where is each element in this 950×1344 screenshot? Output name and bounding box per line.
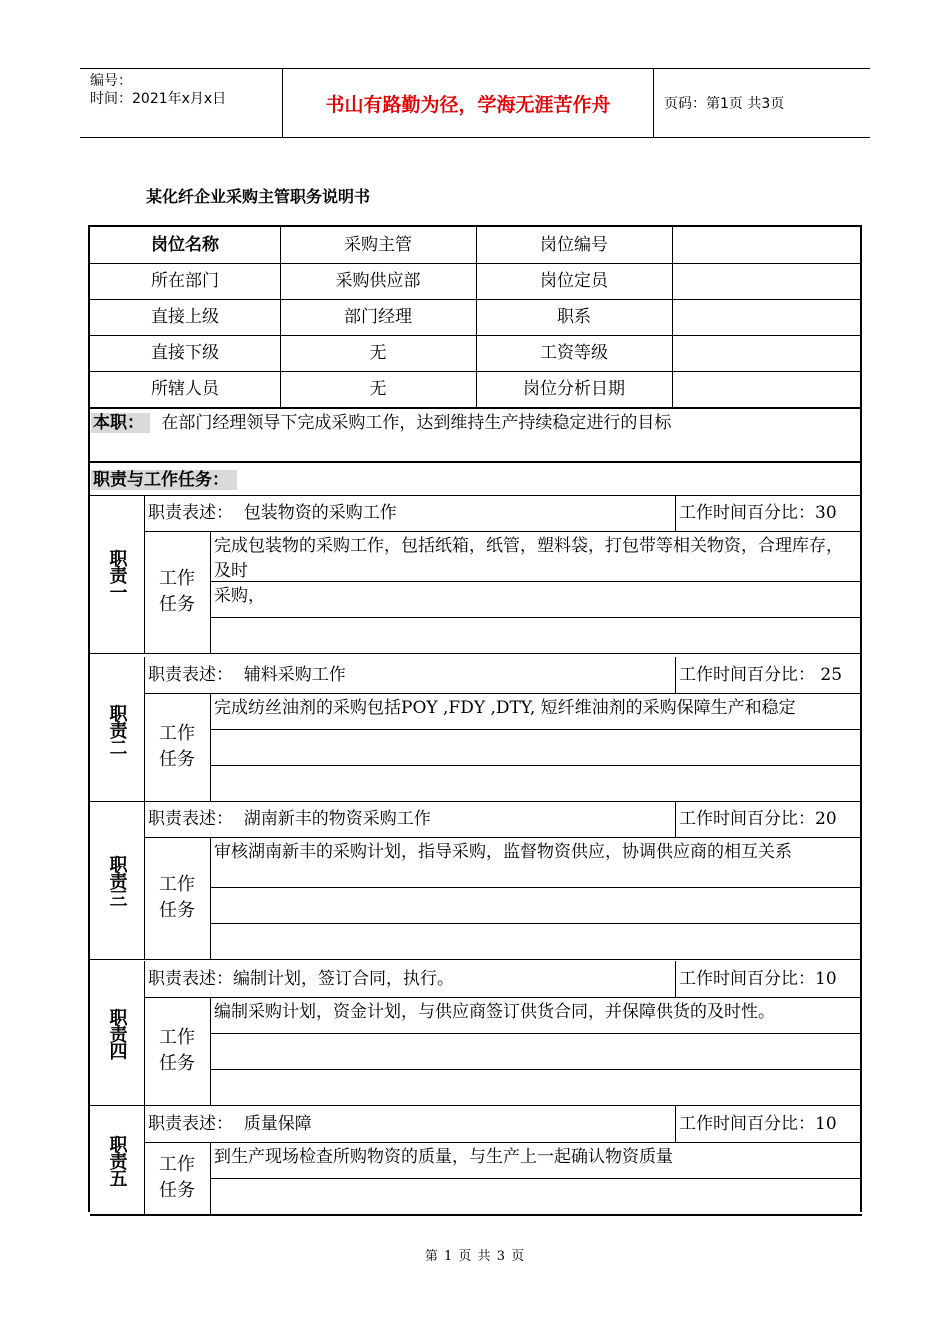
duty-time-percent: 工作时间百分比：20 [679,809,837,829]
info-value-salary-grade [672,335,862,371]
page-footer: 第 1 页 共 3 页 [424,1249,526,1264]
duty-tag: 职责四 [106,1007,128,1059]
task-label: 工作任务 [159,1154,195,1201]
info-label-job-family: 职系 [557,307,591,327]
page-header [80,68,870,138]
info-value-department: 采购供应部 [335,271,421,291]
task-item: 完成纺丝油剂的采购包括POY ,FDY ,DTY, 短纤维油剂的采购保障生产和稳定 [214,698,796,718]
info-value-post-code [672,227,862,263]
info-value-post-name: 采购主管 [344,235,412,255]
duty-tag: 职责五 [106,1134,128,1186]
info-value-staff: 无 [369,379,387,399]
duty-time-percent: 工作时间百分比：10 [679,1114,837,1134]
benzhi-row [91,410,861,436]
header-code-label: 编号： [90,73,132,89]
info-value-superior: 部门经理 [344,307,412,327]
task-label: 工作任务 [159,874,195,921]
info-label-post-name: 岗位名称 [151,235,219,255]
duty-description: 职责表述： 湖南新丰的物资采购工作 [148,809,431,829]
duty-tag: 职责二 [106,703,128,755]
duty-description: 职责表述： 包装物资的采购工作 [148,503,397,523]
duty-description: 职责表述： 辅料采购工作 [148,665,346,685]
header-meta [80,69,283,137]
task-label: 工作任务 [159,1027,195,1074]
info-label-subordinate: 直接下级 [151,343,219,363]
task-item: 到生产现场检查所购物资的质量，与生产上一起确认物资质量 [214,1147,673,1167]
duty-description: 职责表述：编制计划，签订合同，执行。 [148,969,454,989]
duty-tag: 职责一 [106,548,128,600]
info-label-department: 所在部门 [151,271,219,291]
duty-time-percent: 工作时间百分比：30 [679,503,837,523]
duty-time-percent: 工作时间百分比： 25 [679,665,843,685]
header-page-info: 页码：第1页 共3页 [664,96,785,112]
duty-time-percent: 工作时间百分比：10 [679,969,837,989]
header-date-label: 时间：2021年x月x日 [90,91,227,107]
task-item: 采购， [214,586,265,606]
duty-tag: 职责三 [106,854,128,906]
duty-description: 职责表述： 质量保障 [148,1114,312,1134]
document-title: 某化纤企业采购主管职务说明书 [146,187,371,206]
task-item: 完成包装物的采购工作，包括纸箱，纸管，塑料袋，打包带等相关物资，合理库存，及时 [214,536,843,581]
header-motto: 书山有路勤为径，学海无涯苦作舟 [283,69,654,137]
info-label-salary-grade: 工资等级 [540,343,608,363]
info-value-job-family [672,299,862,335]
job-description-form [88,225,862,1212]
info-value-headcount [672,263,862,299]
info-label-post-code: 岗位编号 [540,235,608,255]
benzhi-text: 在部门经理领导下完成采购工作，达到维持生产持续稳定进行的目标 [161,413,672,433]
info-label-staff: 所辖人员 [151,379,219,399]
task-item: 编制采购计划，资金计划，与供应商签订供货合同，并保障供货的及时性。 [214,1002,775,1022]
task-label: 工作任务 [159,568,195,615]
info-value-analysis-date [672,371,862,407]
section-title: 职责与工作任务： [91,467,237,493]
info-label-analysis-date: 岗位分析日期 [523,379,625,399]
info-value-subordinate: 无 [369,343,387,363]
task-item: 审核湖南新丰的采购计划，指导采购，监督物资供应，协调供应商的相互关系 [214,842,792,862]
task-label: 工作任务 [159,723,195,770]
benzhi-label: 本职： [91,413,150,433]
info-label-superior: 直接上级 [151,307,219,327]
info-label-headcount: 岗位定员 [540,271,608,291]
